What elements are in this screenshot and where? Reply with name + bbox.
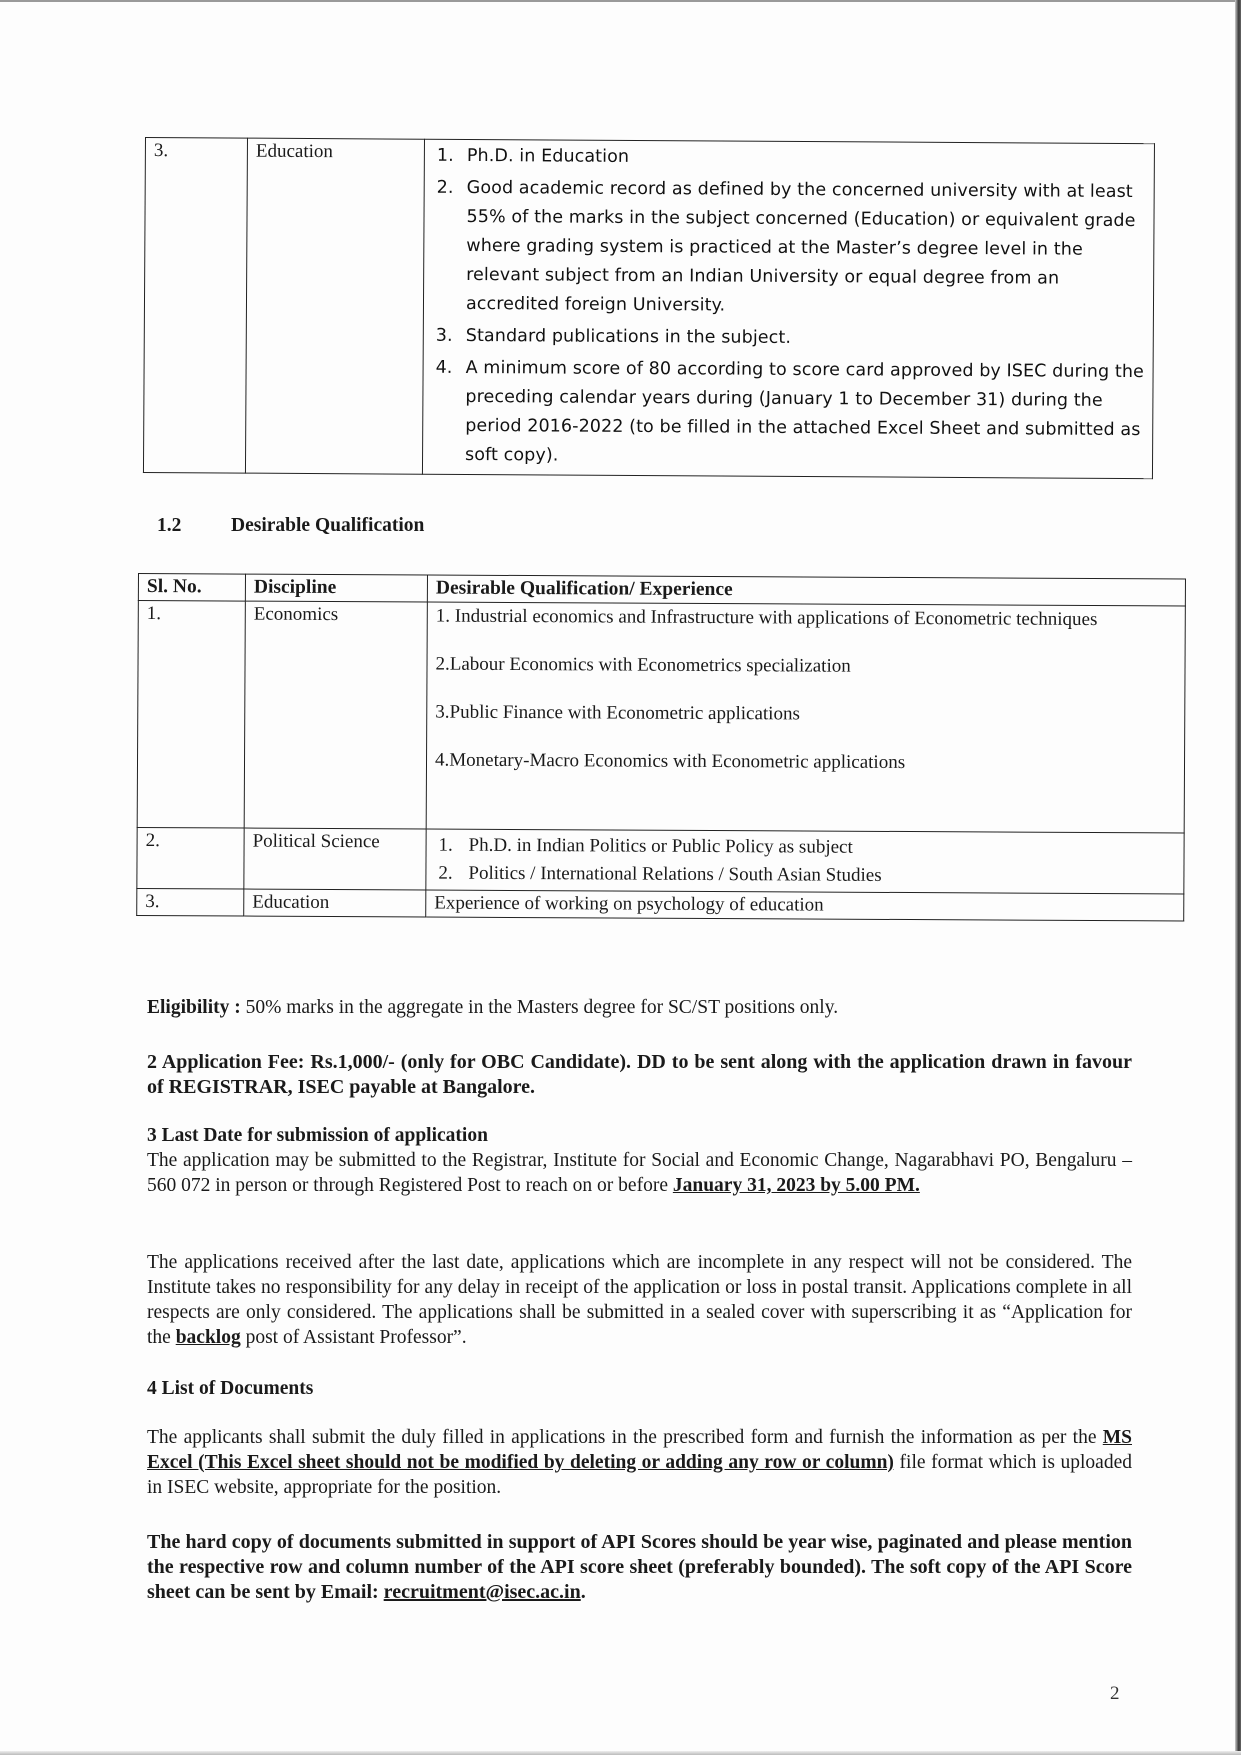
item-text: Ph.D. in Indian Politics or Public Policy as subject <box>468 834 853 858</box>
item-number: 2. <box>436 177 454 198</box>
list-item: 2.Labour Economics with Econometrics specialization <box>435 653 851 677</box>
eligibility-text: 50% marks in the aggregate in the Masters degree for SC/ST positions only. <box>240 997 839 1018</box>
essential-qualification-table <box>143 137 1155 479</box>
qualification-cell <box>422 139 1154 478</box>
application-fee-paragraph: 2 Application Fee: Rs.1,000/- (only for OBC Candidate). DD to be sent along with the application drawn in favour of REGISTRAR, ISEC payable at Bangalore. <box>147 1051 1132 1098</box>
api-score-note <box>147 1530 1132 1605</box>
section-number: 1.2 <box>157 515 182 536</box>
sl-no-cell: 1. <box>137 601 245 829</box>
eligibility-label: Eligibility : <box>147 997 241 1018</box>
list-item <box>434 860 1175 892</box>
late-applications-text: The applications received after the last date, applications which are incomplete in any respect will not be considered. The Institute takes no responsibility for any delay in receipt of the application or loss in postal transit. Applications complete in all respects are only considered. The applications shall be submitted in a sealed cover with superscribing it as “Application for the <box>147 1252 1132 1348</box>
documents-text-end: file format which is uploaded in ISEC website, appropriate for the position. <box>147 1452 1132 1498</box>
deadline-date: January 31, 2023 by 5.00 PM. <box>672 1175 920 1196</box>
backlog-emphasis: backlog <box>175 1327 241 1348</box>
discipline-cell: Economics <box>244 601 427 829</box>
table-row <box>143 138 1154 479</box>
item-number: 4. <box>435 357 453 378</box>
sl-no-cell: 2. <box>137 827 244 889</box>
list-item <box>433 142 1146 175</box>
item-text: Ph.D. in Education <box>466 145 630 167</box>
table-row <box>137 888 1184 920</box>
list-item <box>432 322 1145 355</box>
last-date-heading: 3 Last Date for submission of application <box>147 1125 488 1146</box>
page-number: 2 <box>1110 1683 1120 1704</box>
header-sl-no: Sl. No. <box>138 574 245 602</box>
discipline-cell: Education <box>245 138 424 474</box>
table-row <box>137 601 1185 833</box>
scan-edge-bottom <box>0 1751 1241 1755</box>
section-heading-desirable-qualification <box>157 515 424 537</box>
list-item: 3.Public Finance with Econometric applications <box>435 701 800 725</box>
list-item: 1. Industrial economics and Infrastructure with applications of Econometric techniques <box>435 605 1098 631</box>
header-desirable-qualification: Desirable Qualification/ Experience <box>427 575 1185 606</box>
item-number: 2. <box>438 862 453 884</box>
qualification-cell <box>426 829 1184 894</box>
list-item <box>431 354 1145 474</box>
header-discipline: Discipline <box>245 574 427 602</box>
recruitment-email-link[interactable]: recruitment@isec.ac.in <box>383 1581 581 1603</box>
item-text: Politics / International Relations / South Asian Studies <box>468 862 882 886</box>
late-applications-paragraph <box>147 1250 1132 1350</box>
scan-edge-right <box>1235 0 1241 1755</box>
item-text: A minimum score of 80 according to score card approved by ISEC during the preceding calendar years during (January 1 to December 31) during the period 2016-2022 (to be filled in the attached Excel Sheet and submitted as soft copy). <box>465 357 1144 466</box>
late-applications-text-end: post of Assistant Professor”. <box>240 1327 467 1348</box>
section-title: Desirable Qualification <box>231 515 425 536</box>
documents-text: The applicants shall submit the duly filled in applications in the prescribed form and furnish the information as per the <box>147 1427 1103 1448</box>
last-date-section <box>147 1123 1132 1198</box>
item-text: Good academic record as defined by the concerned university with at least 55% of the marks in the subject concerned (Education) or equivalent grade where grading system is practiced at the Master’s degree level in the relevant subject from an Indian University or equal degree from an accredited foreign University. <box>465 177 1136 316</box>
discipline-cell: Political Science <box>244 828 426 890</box>
desirable-qualification-table <box>136 573 1186 921</box>
item-text: Standard publications in the subject. <box>465 325 792 348</box>
ms-excel-emphasis: MS Excel (This Excel sheet should not be modified by deleting or adding any row or column) <box>147 1427 1132 1473</box>
documents-paragraph <box>147 1425 1132 1500</box>
qualification-cell <box>426 602 1185 833</box>
last-date-body: The application may be submitted to the Registrar, Institute for Social and Economic Change, Nagarabhavi PO, Bengaluru – 560 072 in person or through Registered Post to reach on or before <box>147 1150 1132 1196</box>
table-row <box>137 827 1184 893</box>
last-date-text <box>147 1148 1132 1198</box>
item-number: 1. <box>436 145 454 166</box>
sl-no-cell: 3. <box>137 888 244 916</box>
qualification-cell: Experience of working on psychology of education <box>426 890 1184 921</box>
qualification-list <box>431 142 1146 474</box>
api-note-end: . <box>580 1581 586 1603</box>
documents-heading: 4 List of Documents <box>147 1378 314 1399</box>
discipline-cell: Education <box>244 889 426 917</box>
list-item <box>435 832 1176 864</box>
item-number: 3. <box>435 325 453 346</box>
api-note-text: The hard copy of documents submitted in support of API Scores should be year wise, paginated and please mention the respective row and column number of the API score sheet (preferably bounded). The soft copy of the API Score sheet can be sent by Email: <box>147 1531 1132 1603</box>
list-item <box>432 174 1146 323</box>
sl-no-cell: 3. <box>143 138 247 474</box>
list-item: 4.Monetary-Macro Economics with Econometric applications <box>434 749 906 774</box>
scan-edge-top <box>0 0 1241 2</box>
item-number: 1. <box>438 834 453 856</box>
eligibility-paragraph <box>147 995 1132 1020</box>
